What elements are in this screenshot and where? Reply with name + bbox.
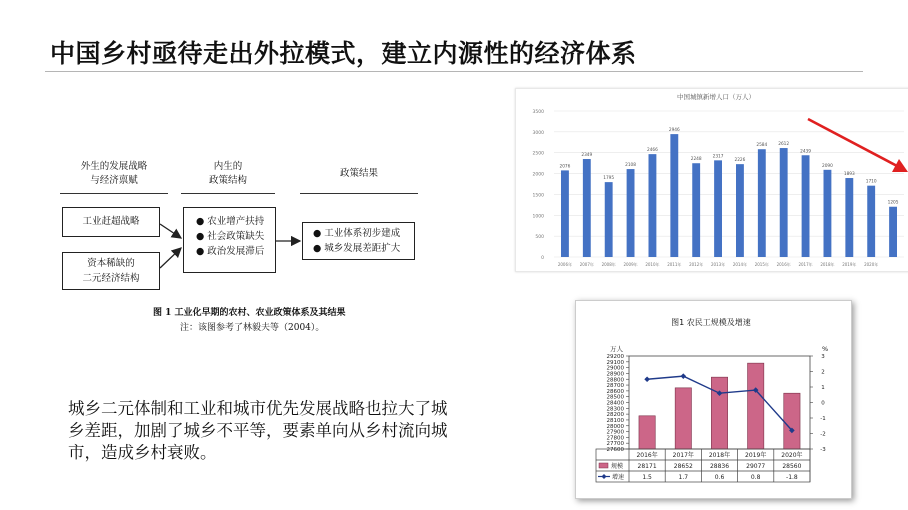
chart1-bar	[714, 160, 722, 257]
chart1-bar	[649, 154, 657, 257]
arrow-structure-to-policy	[160, 248, 181, 268]
chart2-legend-swatch-scale	[599, 463, 608, 468]
chart1-xtick-label: 2009年	[623, 262, 638, 267]
chart1-data-label: 2248	[690, 157, 702, 163]
chart2-right-tick-label: -1	[820, 416, 826, 422]
diagram-header-result: 政策结果	[339, 168, 378, 179]
box-industrial-strategy: 工业赶超战略	[62, 207, 160, 237]
chart1-data-label: 1205	[887, 200, 899, 206]
policy-diagram	[55, 150, 425, 340]
chart1-xtick-label: 2014年	[732, 262, 748, 267]
chart2-legend-label-scale: 规模	[611, 463, 624, 470]
chart2-left-tick-label: 28300	[606, 406, 624, 413]
chart1-ytick-label: 1500	[532, 193, 544, 199]
chart1-bar	[627, 169, 635, 257]
chart2-table-scale-value: 29077	[746, 463, 766, 470]
chart1-ytick-label: 0	[541, 256, 544, 261]
chart2-left-tick-label: 28900	[606, 371, 624, 378]
chart1-bar	[561, 170, 569, 257]
chart1-data-label: 2108	[625, 163, 637, 169]
chart1-bar	[802, 155, 810, 257]
chart1-data-label: 1893	[843, 172, 855, 178]
chart1-data-label: 2584	[756, 143, 768, 149]
chart1-data-label: 2226	[734, 158, 746, 164]
chart2-left-tick-label: 29100	[606, 359, 624, 366]
chart1-xtick-label: 2016年	[776, 262, 791, 267]
chart2-left-unit: 万人	[610, 345, 623, 353]
chart1-xtick-label: 2015年	[754, 262, 769, 267]
chart1-ytick-label: 1000	[532, 214, 544, 220]
chart2-table-scale-value: 28836	[709, 463, 730, 470]
chart2-left-tick-label: 29000	[606, 365, 624, 372]
chart2-right-unit: %	[822, 345, 829, 353]
chart1-data-label: 1710	[865, 179, 877, 185]
chart1-data-label: 2439	[800, 149, 812, 155]
chart1-xtick-label: 2011年	[667, 262, 682, 267]
chart1-bar	[758, 149, 766, 257]
chart2-legend-label-growth: 增速	[612, 474, 625, 481]
diagram-caption: 图 1 工业化早期的农村、农业政策体系及其结果	[153, 308, 346, 318]
chart1-bar	[692, 163, 700, 257]
chart1-xtick-label: 2017年	[798, 262, 813, 267]
chart1-xtick-label: 2006年	[557, 262, 573, 267]
arrow-strategy-to-policy	[160, 224, 181, 238]
chart2-left-tick-label: 29200	[606, 354, 624, 360]
chart2-left-tick-label: 28700	[606, 383, 624, 390]
chart2-table-growth-value: -1.8	[786, 474, 798, 481]
urban-population-chart	[515, 88, 908, 272]
header-external-line1: 外生的发展战略	[80, 161, 148, 172]
chart1-bar	[736, 164, 744, 257]
chart2-left-tick-label: 27700	[606, 441, 624, 448]
chart1-ytick-label: 2000	[532, 172, 544, 178]
chart2-right-tick-label: 1	[821, 385, 825, 391]
chart1-data-label: 2349	[581, 153, 593, 159]
chart2-table-growth-value: 1.5	[642, 474, 652, 481]
chart1-bar	[670, 134, 678, 257]
box-dual-line2: 二元经济结构	[82, 273, 140, 284]
chart2-xtick-label: 2019年	[745, 452, 767, 459]
chart1-ytick-label: 2500	[532, 151, 544, 157]
chart1-bar	[605, 182, 613, 257]
chart2-right-tick-label: 2	[821, 369, 825, 376]
chart2-left-tick-label: 28500	[606, 394, 624, 401]
diagram-note: 注：该图参考了林毅夫等（2004）。	[180, 323, 325, 333]
result-item-1: ● 工业体系初步建成	[313, 228, 401, 239]
chart2-bar	[675, 388, 691, 449]
chart2-left-tick-label: 28200	[606, 412, 624, 419]
slide-title: 中国乡村亟待走出外拉模式，建立内源性的经济体系	[50, 39, 637, 68]
header-internal-line1: 内生的	[213, 161, 243, 172]
chart1-xtick-label: 2008年	[601, 262, 616, 267]
chart2-xtick-label: 2017年	[672, 452, 694, 459]
chart1-data-label: 2946	[668, 128, 680, 134]
chart2-table-growth-value: 0.6	[714, 474, 725, 481]
chart1-ytick-label: 500	[535, 235, 544, 241]
chart1-bar	[867, 186, 875, 257]
chart2-left-tick-label: 28000	[606, 423, 624, 430]
chart1-xtick-label: 2020年	[864, 262, 879, 267]
chart1-xtick-label: 2018年	[820, 262, 835, 267]
body-paragraph: 城乡二元体制和工业和城市优先发展战略也拉大了城乡差距，加剧了城乡不平等，要素单向从乡村流向城市，造成乡村衰败。	[68, 399, 448, 462]
chart1-ytick-label: 3500	[532, 110, 544, 115]
migrant-worker-chart-svg	[576, 301, 851, 498]
chart2-left-tick-label: 28400	[606, 400, 624, 407]
chart1-data-label: 2317	[712, 154, 724, 160]
chart2-legend-marker-growth	[602, 474, 607, 479]
chart2-table-scale-value: 28171	[637, 463, 657, 470]
migrant-worker-chart	[575, 300, 852, 499]
policy-item-3: ● 政治发展滞后	[196, 246, 265, 257]
chart2-left-tick-label: 28800	[606, 377, 624, 384]
chart2-table-scale-value: 28560	[782, 463, 802, 470]
chart1-xtick-label: 2007年	[579, 262, 594, 267]
chart2-bar	[711, 377, 727, 449]
chart2-growth-point	[681, 373, 687, 379]
chart1-data-label: 2612	[778, 142, 790, 148]
chart1-data-label: 1795	[603, 176, 615, 182]
urban-population-chart-svg	[516, 89, 908, 271]
chart1-xtick-label: 2013年	[710, 262, 726, 267]
chart2-left-tick-label: 28600	[606, 388, 624, 395]
chart1-bar	[889, 207, 897, 257]
chart1-bar	[824, 170, 832, 257]
chart2-right-tick-label: 3	[821, 354, 825, 360]
chart2-right-tick-label: -3	[820, 447, 826, 453]
chart1-xtick-label: 2012年	[689, 262, 704, 267]
chart1-xtick-label: 2010年	[645, 262, 660, 267]
chart2-table-scale-value: 28652	[673, 463, 693, 470]
chart2-left-tick-label: 28100	[606, 417, 624, 424]
result-item-2: ● 城乡发展差距扩大	[313, 243, 401, 254]
chart1-bar	[845, 178, 853, 257]
decline-arrow-line	[808, 119, 899, 167]
chart2-table-frame	[596, 449, 810, 482]
chart1-bar	[780, 148, 788, 257]
header-external-line2: 与经济禀赋	[90, 175, 138, 186]
box-dual-line1: 资本稀缺的	[87, 258, 135, 269]
policy-item-2: ● 社会政策缺失	[196, 231, 265, 242]
chart2-right-tick-label: 0	[821, 400, 825, 407]
chart2-table-growth-value: 1.7	[678, 474, 689, 481]
chart1-data-label: 2466	[646, 148, 658, 154]
chart1-xtick-label: 2019年	[842, 262, 857, 267]
chart2-bar	[748, 363, 764, 449]
header-internal-line2: 政策结构	[208, 175, 247, 186]
chart1-data-label: 2090	[821, 163, 833, 169]
chart2-xtick-label: 2020年	[781, 452, 803, 459]
chart2-title: 图1 农民工规模及增速	[671, 318, 751, 327]
chart1-bar	[583, 159, 591, 257]
title-divider	[45, 71, 863, 72]
chart2-left-tick-label: 27900	[606, 429, 624, 436]
chart2-left-tick-label: 27800	[606, 435, 624, 442]
policy-item-1: ● 农业增产扶持	[196, 216, 265, 227]
chart2-bar	[639, 416, 655, 449]
chart1-ytick-label: 3000	[532, 130, 544, 136]
chart2-xtick-label: 2018年	[708, 452, 731, 459]
chart2-table-growth-value: 0.8	[750, 474, 761, 481]
chart1-title: 中国城镇新增人口（万人）	[677, 93, 755, 101]
chart1-data-label: 2076	[559, 164, 571, 170]
chart2-xtick-label: 2016年	[636, 452, 658, 459]
chart2-bar	[784, 393, 800, 449]
chart2-left-tick-label: 27600	[606, 447, 624, 453]
chart2-growth-point	[644, 376, 650, 382]
chart2-right-tick-label: -2	[820, 431, 826, 438]
